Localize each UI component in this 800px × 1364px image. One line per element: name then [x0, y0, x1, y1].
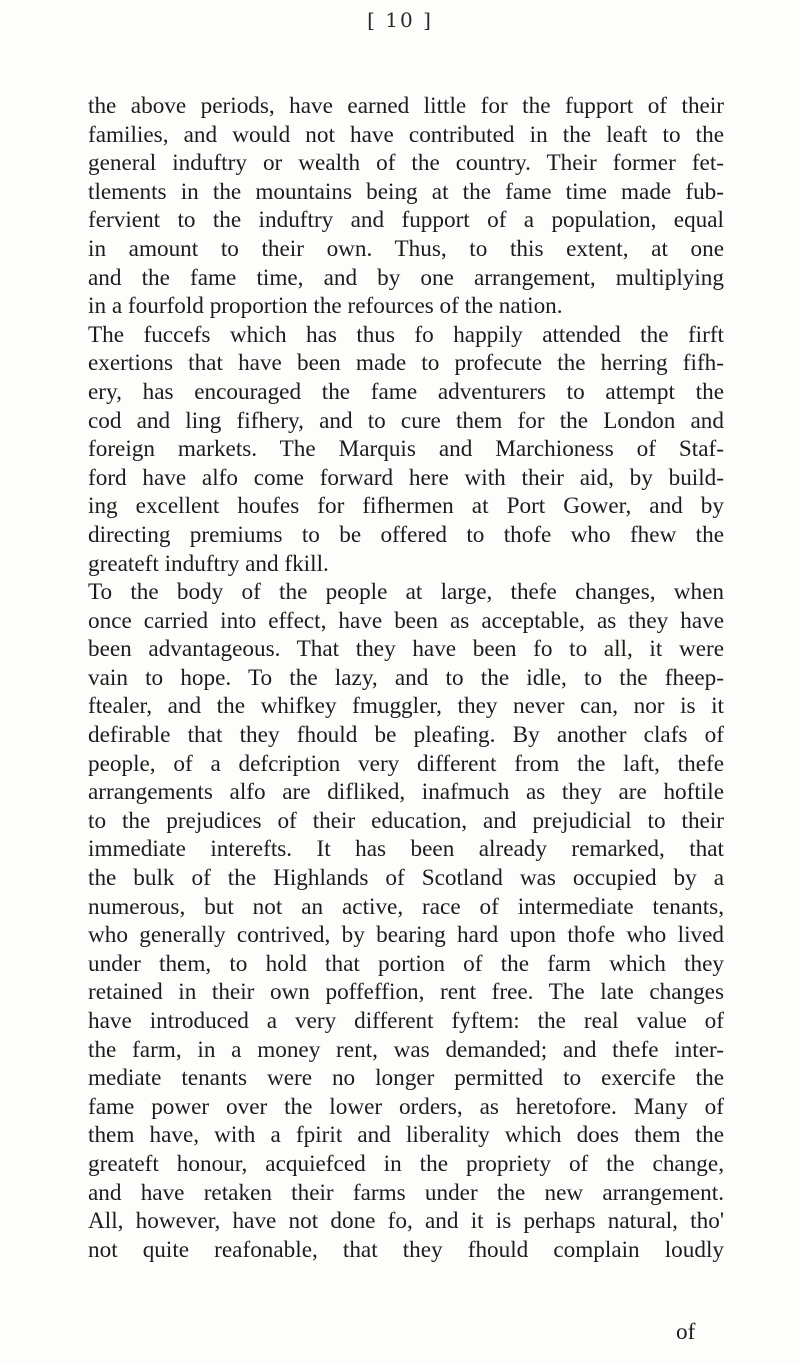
text-line: who generally contrived, by bearing hard upon thofe who lived [88, 922, 724, 949]
text-line: numerous, but not an active, race of intermediate tenants, [88, 893, 724, 920]
text-line: directing premiums to be offered to thofe who fhew the [88, 521, 724, 548]
text-line: greateft honour, acquiefced in the propriety of the change, [88, 1150, 724, 1177]
text-line: arrangements alfo are difliked, inafmuch as they are hoftile [88, 779, 724, 806]
text-line: All, however, have not done fo, and it is perhaps natural, tho' [88, 1208, 724, 1235]
text-line: fame power over the lower orders, as heretofore. Many of [88, 1093, 724, 1120]
text-line: greateft induftry and fkill. [88, 550, 329, 577]
text-line: retained in their own poffeffion, rent free. The late changes [88, 979, 724, 1006]
catchword: of [676, 1319, 696, 1345]
text-line: ing excellent houfes for fifhermen at Port Gower, and by [88, 493, 724, 520]
text-line: the bulk of the Highlands of Scotland was occupied by a [88, 865, 724, 892]
text-line: them have, with a fpirit and liberality which does them the [88, 1122, 724, 1149]
text-line: To the body of the people at large, thefe changes, when [88, 579, 724, 606]
text-line: and have retaken their farms under the new arrangement. [88, 1179, 724, 1206]
text-line: in amount to their own. Thus, to this extent, at one [88, 235, 724, 262]
text-line: ery, has encouraged the fame adventurers to attempt the [88, 378, 724, 405]
text-line: immediate interefts. It has been already remarked, that [88, 836, 724, 863]
body-text [88, 92, 724, 1264]
text-line: ford have alfo come forward here with their aid, by build- [88, 464, 724, 491]
text-line: vain to hope. To the lazy, and to the idle, to the fheep- [88, 664, 724, 691]
page-number: [ 10 ] [367, 8, 433, 32]
text-line: foreign markets. The Marquis and Marchioness of Staf- [88, 436, 724, 463]
text-line: people, of a defcription very different from the laft, thefe [88, 750, 724, 777]
text-line: cod and ling fifhery, and to cure them for the London and [88, 407, 724, 434]
text-line: general induftry or wealth of the country. Their former fet- [88, 150, 724, 177]
text-line: The fuccefs which has thus fo happily attended the firft [88, 321, 724, 348]
text-line: defirable that they fhould be pleafing. By another clafs of [88, 722, 724, 749]
text-line: families, and would not have contributed in the leaft to the [88, 121, 724, 148]
text-line: fervient to the induftry and fupport of a population, equal [88, 207, 724, 234]
text-line: and the fame time, and by one arrangement, multiplying [88, 264, 724, 291]
text-line: have introduced a very different fyftem: the real value of [88, 1008, 724, 1034]
text-line: under them, to hold that portion of the farm which they [88, 950, 724, 977]
text-line: mediate tenants were no longer permitted to exercife the [88, 1065, 724, 1092]
text-line: to the prejudices of their education, and prejudicial to their [88, 807, 724, 834]
text-line: tlements in the mountains being at the fame time made fub- [88, 178, 724, 205]
text-line: the farm, in a money rent, was demanded; and thefe inter- [88, 1036, 724, 1063]
text-line: not quite reafonable, that they fhould complain loudly [88, 1236, 724, 1263]
text-line: once carried into effect, have been as acceptable, as they have [88, 607, 724, 634]
text-line: ftealer, and the whifkey fmuggler, they never can, nor is it [88, 693, 724, 720]
text-line: exertions that have been made to profecute the herring fifh- [88, 350, 724, 377]
text-line: been advantageous. That they have been fo to all, it were [88, 636, 724, 663]
text-line: in a fourfold proportion the refources of the nation. [88, 293, 563, 320]
text-line: the above periods, have earned little for the fupport of their [88, 93, 724, 119]
